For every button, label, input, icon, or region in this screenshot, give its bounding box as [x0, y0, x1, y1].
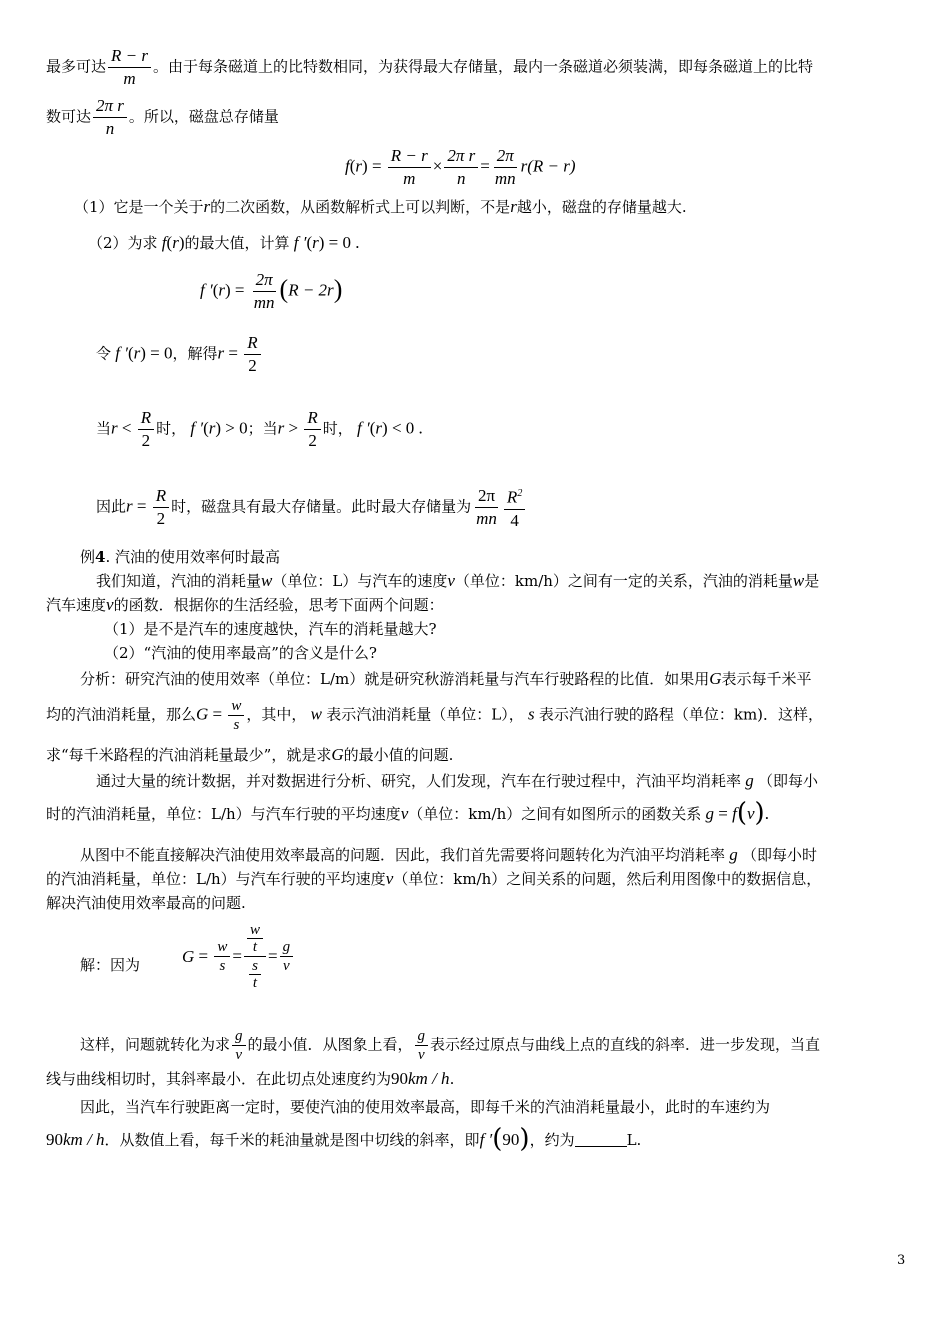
- fraction-2pir-over-n: $\frac{\text{2π r}}{n}$: [93, 96, 127, 139]
- item-2: （2）为求 f(r)的最大值，计算 f ′(r) = 0 .: [88, 233, 360, 252]
- para3-line1: 从图中不能直接解决汽油使用效率最高的问题．因此，我们首先需要将问题转化为汽油平均消耗率 g （即每小时: [80, 845, 818, 864]
- conclusion-line: 因此r = $\frac{R}{2}$ 时，磁盘具有最大存储量。此时最大存储量为 $\frac{2\pi}{mn}$ $\frac{R^2}{4}$: [96, 484, 527, 531]
- para1-line2: 汽车速度v的函数．根据你的生活经验，思考下面两个问题：: [46, 595, 444, 614]
- fraction-r-over-m: $\frac{R - r}{m}$: [108, 46, 151, 89]
- analysis-line3: 求“每千米路程的汽油消耗量最少”，就是求G的最小值的问题.: [46, 745, 454, 764]
- para1-line1: 我们知道，汽油的消耗量w（单位：L）与汽车的速度v（单位：km/h）之间有一定的关系，汽油的消耗量w是: [96, 571, 820, 590]
- page-number: 3: [897, 1253, 906, 1268]
- question-2: （2）“汽油的使用率最高”的含义是什么?: [104, 644, 377, 662]
- example-heading: 例4. 汽油的使用效率何时最高: [80, 548, 280, 566]
- item-1: （1）它是一个关于r的二次函数，从函数解析式上可以判断，不是r越小，磁盘的存储量越大.: [74, 197, 687, 216]
- para5-line1: 因此，当汽车行驶距离一定时，要使汽油的使用效率最高，即每千米的汽油消耗量最小，此时的车速约为: [80, 1098, 771, 1116]
- analysis-line2: 均的汽油消耗量，那么G = $\frac{w}{s}$ ，其中， w 表示汽油消耗量（单位：L）， s 表示汽油行驶的路程（单位：km)．这样，: [46, 698, 824, 733]
- monotonic-line: 当r < $\frac{R}{2}$ 时， f ′(r) > 0；当r > $\frac{R}{2}$ 时， f ′(r) < 0 .: [96, 408, 423, 450]
- para3-line2: 的汽油消耗量，单位：L/h）与汽车行驶的平均速度v（单位：km/h）之间关系的问题，然后利用图像中的数据信息，: [46, 869, 822, 888]
- para3-line3: 解决汽油使用效率最高的问题.: [46, 894, 246, 912]
- solution-label: 解：因为: [80, 956, 141, 974]
- formula-G: G = $\frac{w}{s}$ = w t s t = $\frac{g}{v}$: [182, 922, 295, 991]
- question-1: （1）是不是汽车的速度越快，汽车的消耗量越大?: [104, 620, 437, 638]
- para4-line2: 线与曲线相切时，其斜率最小．在此切点处速度约为90km / h.: [46, 1069, 455, 1088]
- paragraph-line-1: [46, 46, 813, 89]
- answer-blank[interactable]: [575, 1132, 627, 1147]
- text: 最多可达: [46, 57, 107, 76]
- set-zero-line: 令 f ′(r) = 0，解得r = $\frac{R}{2}$: [96, 333, 263, 376]
- paragraph-line-2: 数可达 $\frac{\text{2π r}}{n}$ 。所以，磁盘总存储量: [46, 96, 279, 138]
- analysis-line1: 分析：研究汽油的使用效率（单位：L/m）就是研究秋游消耗量与汽车行驶路程的比值．如果用G表示每千米平: [80, 669, 812, 688]
- formula-storage: f(r) = $\frac{R - r}{m}$ × $\frac{\text{2π r}}{n}$ = $\frac{2\pi}{mn}$ r(R − r): [345, 146, 576, 188]
- text: 。由于每条磁道上的比特数相同，为获得最大存储量，最内一条磁道必须装满，即每条磁道上的比特: [153, 57, 814, 76]
- para4-line1: 这样，问题就转化为求 $\frac{g}{v}$ 的最小值．从图象上看， $\frac{g}{v}$ 表示经过原点与曲线上点的直线的斜率．进一步发现，当直: [80, 1028, 821, 1063]
- para5-line2: 90km / h．从数值上看，每千米的耗油量就是图中切线的斜率，即f ′(90)，约为 L.: [46, 1124, 642, 1154]
- para2-line2: 时的汽油消耗量，单位：L/h）与汽车行驶的平均速度v（单位：km/h）之间有如图所示的函数关系 g = f(v).: [46, 798, 769, 828]
- para2-line1: 通过大量的统计数据，并对数据进行分析、研究，人们发现，汽车在行驶过程中，汽油平均消耗率 g （即每小: [96, 771, 819, 790]
- formula-derivative: f ′(r) = $\frac{2\pi}{mn}$ (R − 2r): [200, 270, 343, 312]
